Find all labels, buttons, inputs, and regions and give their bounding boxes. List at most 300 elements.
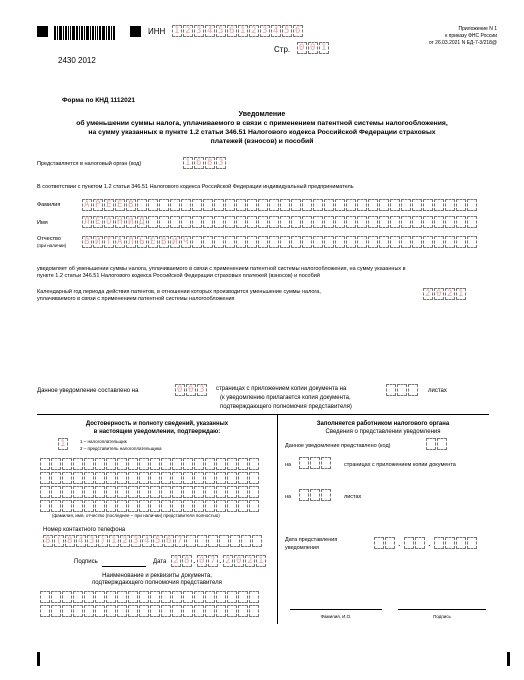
char-cell[interactable] (172, 591, 182, 603)
char-cell[interactable] (73, 500, 83, 512)
char-cell[interactable]: А (115, 236, 125, 248)
char-cell[interactable] (247, 216, 257, 228)
char-cell[interactable] (150, 500, 160, 512)
right-sheets-field[interactable] (299, 489, 332, 501)
char-cell[interactable]: 2 (423, 288, 433, 300)
char-cell[interactable]: 1 (109, 535, 119, 547)
char-cell[interactable] (401, 236, 411, 248)
char-cell[interactable] (269, 216, 279, 228)
surname-field[interactable] (82, 199, 478, 211)
char-cell[interactable]: 1 (238, 25, 248, 37)
char-cell[interactable] (456, 216, 466, 228)
char-cell[interactable]: И (93, 236, 103, 248)
char-cell[interactable] (203, 199, 213, 211)
char-cell[interactable] (280, 236, 290, 248)
char-cell[interactable] (194, 486, 204, 498)
char-cell[interactable] (150, 605, 160, 617)
char-cell[interactable] (269, 199, 279, 211)
char-cell[interactable] (238, 605, 248, 617)
char-cell[interactable] (186, 535, 196, 547)
char-cell[interactable] (445, 199, 455, 211)
char-cell[interactable]: 0 (186, 384, 196, 396)
char-cell[interactable]: 2 (171, 555, 181, 567)
char-cell[interactable] (357, 216, 367, 228)
char-cell[interactable] (216, 605, 226, 617)
char-cell[interactable] (401, 199, 411, 211)
char-cell[interactable] (148, 199, 158, 211)
char-cell[interactable] (150, 486, 160, 498)
char-cell[interactable] (216, 500, 226, 512)
char-cell[interactable]: 2 (223, 555, 233, 567)
char-cell[interactable] (106, 486, 116, 498)
char-cell[interactable] (51, 458, 61, 470)
char-cell[interactable] (139, 472, 149, 484)
char-cell[interactable] (227, 472, 237, 484)
char-cell[interactable] (374, 537, 384, 549)
char-cell[interactable]: Д (137, 216, 147, 228)
char-cell[interactable] (412, 236, 422, 248)
char-cell[interactable]: Т (104, 236, 114, 248)
char-cell[interactable] (324, 216, 334, 228)
char-cell[interactable] (390, 236, 400, 248)
char-cell[interactable] (172, 458, 182, 470)
char-cell[interactable]: 0 (175, 384, 185, 396)
char-cell[interactable] (192, 236, 202, 248)
char-cell[interactable] (95, 605, 105, 617)
tax-office-field[interactable] (183, 157, 227, 169)
char-cell[interactable] (434, 236, 444, 248)
char-cell[interactable] (368, 236, 378, 248)
year-field[interactable] (423, 288, 467, 300)
char-cell[interactable] (445, 216, 455, 228)
char-cell[interactable] (205, 500, 215, 512)
char-cell[interactable] (73, 486, 83, 498)
char-cell[interactable] (62, 591, 72, 603)
char-cell[interactable] (299, 489, 309, 501)
char-cell[interactable] (150, 591, 160, 603)
char-cell[interactable]: 6 (227, 25, 237, 37)
char-cell[interactable] (426, 438, 436, 450)
char-cell[interactable] (159, 216, 169, 228)
char-cell[interactable] (227, 605, 237, 617)
char-cell[interactable] (335, 236, 345, 248)
char-cell[interactable] (324, 236, 334, 248)
char-cell[interactable]: 0 (197, 555, 207, 567)
char-cell[interactable] (346, 216, 356, 228)
composed-pages-field[interactable] (175, 384, 208, 396)
char-cell[interactable]: 1 (172, 25, 182, 37)
char-cell[interactable]: И (170, 236, 180, 248)
char-cell[interactable] (40, 458, 50, 470)
char-cell[interactable] (40, 486, 50, 498)
char-cell[interactable] (412, 199, 422, 211)
char-cell[interactable] (117, 472, 127, 484)
char-cell[interactable] (84, 591, 94, 603)
char-cell[interactable] (445, 236, 455, 248)
char-cell[interactable] (84, 500, 94, 512)
char-cell[interactable] (170, 199, 180, 211)
char-cell[interactable]: 8 (65, 535, 75, 547)
char-cell[interactable] (183, 472, 193, 484)
char-cell[interactable] (117, 605, 127, 617)
char-cell[interactable] (214, 216, 224, 228)
char-cell[interactable]: 8 (182, 555, 192, 567)
char-cell[interactable] (183, 591, 193, 603)
char-cell[interactable] (128, 591, 138, 603)
char-cell[interactable]: 2 (245, 555, 255, 567)
char-cell[interactable] (456, 199, 466, 211)
char-cell[interactable] (249, 605, 259, 617)
char-cell[interactable] (159, 199, 169, 211)
char-cell[interactable] (249, 500, 259, 512)
char-cell[interactable] (214, 236, 224, 248)
char-cell[interactable] (346, 199, 356, 211)
char-cell[interactable] (172, 500, 182, 512)
char-cell[interactable] (197, 535, 207, 547)
char-cell[interactable] (40, 472, 50, 484)
char-cell[interactable]: 6 (293, 25, 303, 37)
char-cell[interactable]: 8 (205, 157, 215, 169)
char-cell[interactable]: И (126, 216, 136, 228)
char-cell[interactable] (40, 591, 50, 603)
char-cell[interactable]: 0 (297, 42, 307, 54)
char-cell[interactable] (205, 486, 215, 498)
char-cell[interactable] (404, 537, 414, 549)
char-cell[interactable]: 2 (183, 25, 193, 37)
char-cell[interactable] (390, 199, 400, 211)
date-field[interactable] (171, 555, 267, 567)
char-cell[interactable]: 1 (256, 555, 266, 567)
char-cell[interactable] (227, 458, 237, 470)
char-cell[interactable] (238, 500, 248, 512)
char-cell[interactable] (258, 216, 268, 228)
char-cell[interactable] (62, 605, 72, 617)
char-cell[interactable] (397, 384, 407, 396)
char-cell[interactable] (379, 236, 389, 248)
char-cell[interactable]: В (82, 236, 92, 248)
char-cell[interactable] (302, 199, 312, 211)
char-cell[interactable] (219, 535, 229, 547)
char-cell[interactable] (216, 458, 226, 470)
char-cell[interactable] (412, 216, 422, 228)
char-cell[interactable] (280, 199, 290, 211)
char-cell[interactable]: 3 (216, 157, 226, 169)
char-cell[interactable] (194, 605, 204, 617)
char-cell[interactable] (73, 472, 83, 484)
char-cell[interactable]: 3 (260, 25, 270, 37)
char-cell[interactable] (321, 489, 331, 501)
char-cell[interactable] (423, 199, 433, 211)
right-date-year[interactable] (434, 537, 478, 549)
char-cell[interactable] (386, 384, 396, 396)
char-cell[interactable] (128, 458, 138, 470)
right-date-day[interactable] (374, 537, 396, 549)
char-cell[interactable]: В (159, 236, 169, 248)
char-cell[interactable] (181, 216, 191, 228)
char-cell[interactable] (62, 472, 72, 484)
char-cell[interactable] (357, 236, 367, 248)
patronymic-field[interactable] (82, 236, 478, 248)
char-cell[interactable] (208, 535, 218, 547)
char-cell[interactable] (310, 457, 320, 469)
char-cell[interactable] (423, 236, 433, 248)
char-cell[interactable] (51, 591, 61, 603)
char-cell[interactable] (181, 199, 191, 211)
char-cell[interactable] (467, 537, 477, 549)
char-cell[interactable] (434, 199, 444, 211)
char-cell[interactable] (313, 236, 323, 248)
char-cell[interactable]: О (104, 216, 114, 228)
char-cell[interactable] (216, 591, 226, 603)
char-cell[interactable] (73, 591, 83, 603)
char-cell[interactable] (161, 591, 171, 603)
char-cell[interactable] (84, 458, 94, 470)
char-cell[interactable] (84, 486, 94, 498)
char-cell[interactable] (313, 199, 323, 211)
phone-field[interactable] (43, 535, 263, 547)
char-cell[interactable] (117, 591, 127, 603)
char-cell[interactable] (247, 199, 257, 211)
char-cell[interactable] (183, 486, 193, 498)
char-cell[interactable] (161, 500, 171, 512)
char-cell[interactable] (408, 384, 418, 396)
char-cell[interactable] (205, 458, 215, 470)
char-cell[interactable] (161, 458, 171, 470)
char-cell[interactable] (95, 500, 105, 512)
char-cell[interactable]: Л (126, 236, 136, 248)
char-cell[interactable]: 4 (205, 25, 215, 37)
char-cell[interactable] (170, 216, 180, 228)
char-cell[interactable]: Е (93, 216, 103, 228)
name-field[interactable] (82, 216, 478, 228)
char-cell[interactable] (321, 457, 331, 469)
char-cell[interactable] (335, 216, 345, 228)
char-cell[interactable] (62, 486, 72, 498)
char-cell[interactable] (280, 216, 290, 228)
char-cell[interactable] (437, 438, 447, 450)
char-cell[interactable]: 2 (445, 288, 455, 300)
char-cell[interactable] (456, 537, 466, 549)
char-cell[interactable]: 6 (164, 535, 174, 547)
char-cell[interactable] (236, 216, 246, 228)
char-cell[interactable] (95, 458, 105, 470)
char-cell[interactable] (139, 458, 149, 470)
char-cell[interactable] (313, 216, 323, 228)
char-cell[interactable]: 4 (142, 535, 152, 547)
char-cell[interactable] (106, 458, 116, 470)
char-cell[interactable]: Р (93, 199, 103, 211)
char-cell[interactable]: 4 (271, 25, 281, 37)
char-cell[interactable]: В (126, 199, 136, 211)
char-cell[interactable] (291, 236, 301, 248)
char-cell[interactable] (95, 472, 105, 484)
signer-type-field[interactable] (58, 438, 69, 450)
right-date-month[interactable] (404, 537, 426, 549)
char-cell[interactable]: 5 (153, 535, 163, 547)
char-cell[interactable] (227, 486, 237, 498)
char-cell[interactable] (227, 591, 237, 603)
char-cell[interactable] (230, 535, 240, 547)
char-cell[interactable]: 6 (194, 157, 204, 169)
char-cell[interactable] (40, 500, 50, 512)
char-cell[interactable] (117, 458, 127, 470)
char-cell[interactable] (445, 537, 455, 549)
right-pages-field[interactable] (299, 457, 332, 469)
char-cell[interactable]: 7 (175, 535, 185, 547)
char-cell[interactable] (139, 486, 149, 498)
char-cell[interactable] (467, 199, 477, 211)
char-cell[interactable] (137, 199, 147, 211)
char-cell[interactable]: 7 (208, 555, 218, 567)
char-cell[interactable] (368, 216, 378, 228)
char-cell[interactable]: Л (82, 216, 92, 228)
char-cell[interactable]: 2 (120, 535, 130, 547)
char-cell[interactable] (51, 472, 61, 484)
char-cell[interactable] (84, 605, 94, 617)
char-cell[interactable] (161, 486, 171, 498)
char-cell[interactable] (249, 472, 259, 484)
char-cell[interactable]: 3 (87, 535, 97, 547)
char-cell[interactable] (139, 500, 149, 512)
char-cell[interactable]: Н (115, 216, 125, 228)
char-cell[interactable] (216, 472, 226, 484)
char-cell[interactable] (379, 199, 389, 211)
char-cell[interactable] (161, 472, 171, 484)
char-cell[interactable] (241, 535, 251, 547)
char-cell[interactable]: Ь (137, 236, 147, 248)
char-cell[interactable] (238, 458, 248, 470)
char-cell[interactable]: ) (98, 535, 108, 547)
representative-fio-grid[interactable] (40, 458, 260, 514)
char-cell[interactable] (203, 216, 213, 228)
char-cell[interactable] (128, 486, 138, 498)
right-code-field[interactable] (426, 438, 448, 450)
char-cell[interactable]: 1 (456, 288, 466, 300)
char-cell[interactable]: Е (148, 236, 158, 248)
char-cell[interactable] (40, 605, 50, 617)
char-cell[interactable]: ( (54, 535, 64, 547)
char-cell[interactable] (161, 605, 171, 617)
char-cell[interactable]: 4 (76, 535, 86, 547)
char-cell[interactable] (62, 458, 72, 470)
char-cell[interactable] (346, 236, 356, 248)
char-cell[interactable] (249, 486, 259, 498)
char-cell[interactable] (214, 199, 224, 211)
char-cell[interactable]: 0 (308, 42, 318, 54)
char-cell[interactable]: 1 (183, 157, 193, 169)
char-cell[interactable]: 1 (58, 438, 68, 450)
char-cell[interactable] (467, 236, 477, 248)
char-cell[interactable]: 1 (319, 42, 329, 54)
char-cell[interactable] (291, 199, 301, 211)
char-cell[interactable] (434, 216, 444, 228)
document-details-grid[interactable] (40, 591, 260, 619)
char-cell[interactable] (236, 236, 246, 248)
char-cell[interactable] (62, 500, 72, 512)
char-cell[interactable] (183, 500, 193, 512)
char-cell[interactable] (225, 236, 235, 248)
char-cell[interactable] (401, 216, 411, 228)
char-cell[interactable]: 3 (194, 25, 204, 37)
char-cell[interactable] (390, 216, 400, 228)
char-cell[interactable] (128, 472, 138, 484)
char-cell[interactable] (236, 199, 246, 211)
char-cell[interactable] (183, 458, 193, 470)
char-cell[interactable] (106, 605, 116, 617)
char-cell[interactable] (51, 500, 61, 512)
char-cell[interactable] (172, 605, 182, 617)
char-cell[interactable] (299, 457, 309, 469)
char-cell[interactable] (269, 236, 279, 248)
char-cell[interactable] (225, 199, 235, 211)
char-cell[interactable] (73, 605, 83, 617)
char-cell[interactable] (51, 605, 61, 617)
char-cell[interactable] (467, 216, 477, 228)
char-cell[interactable] (150, 472, 160, 484)
char-cell[interactable] (194, 500, 204, 512)
char-cell[interactable] (379, 216, 389, 228)
char-cell[interactable]: 5 (282, 25, 292, 37)
char-cell[interactable]: 0 (434, 288, 444, 300)
char-cell[interactable]: 3 (131, 535, 141, 547)
char-cell[interactable]: Е (104, 199, 114, 211)
char-cell[interactable] (247, 236, 257, 248)
char-cell[interactable] (258, 236, 268, 248)
char-cell[interactable]: 3 (197, 384, 207, 396)
char-cell[interactable] (150, 458, 160, 470)
char-cell[interactable] (302, 216, 312, 228)
char-cell[interactable] (227, 500, 237, 512)
char-cell[interactable] (423, 216, 433, 228)
char-cell[interactable] (203, 236, 213, 248)
char-cell[interactable] (194, 458, 204, 470)
char-cell[interactable] (106, 500, 116, 512)
char-cell[interactable] (172, 486, 182, 498)
char-cell[interactable]: Е (115, 199, 125, 211)
char-cell[interactable] (205, 591, 215, 603)
char-cell[interactable] (117, 500, 127, 512)
char-cell[interactable]: 0 (234, 555, 244, 567)
char-cell[interactable] (249, 591, 259, 603)
char-cell[interactable] (310, 489, 320, 501)
char-cell[interactable] (456, 236, 466, 248)
char-cell[interactable]: 5 (216, 25, 226, 37)
char-cell[interactable] (194, 591, 204, 603)
char-cell[interactable] (302, 236, 312, 248)
char-cell[interactable] (238, 472, 248, 484)
char-cell[interactable] (252, 535, 262, 547)
char-cell[interactable] (291, 216, 301, 228)
char-cell[interactable] (128, 500, 138, 512)
char-cell[interactable] (73, 458, 83, 470)
char-cell[interactable] (249, 458, 259, 470)
char-cell[interactable] (148, 216, 158, 228)
char-cell[interactable] (368, 199, 378, 211)
char-cell[interactable] (128, 605, 138, 617)
char-cell[interactable] (106, 472, 116, 484)
char-cell[interactable] (216, 486, 226, 498)
char-cell[interactable] (205, 472, 215, 484)
char-cell[interactable] (84, 472, 94, 484)
char-cell[interactable] (238, 591, 248, 603)
char-cell[interactable] (192, 216, 202, 228)
char-cell[interactable] (258, 199, 268, 211)
char-cell[interactable] (225, 216, 235, 228)
char-cell[interactable] (51, 486, 61, 498)
char-cell[interactable] (95, 591, 105, 603)
char-cell[interactable] (106, 591, 116, 603)
char-cell[interactable] (238, 486, 248, 498)
